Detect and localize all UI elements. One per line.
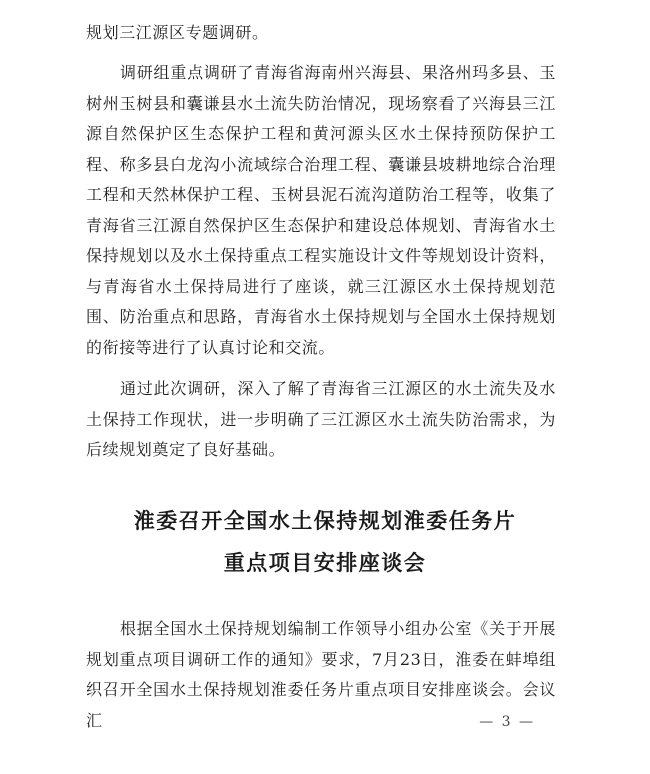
paragraph-survey-conclusion: 通过此次调研，深入了解了青海省三江源区的水土流失及水土保持工作现状，进一步明确了三江源区水土流失防治需求，为后续规划奠定了良好基础。 — [86, 379, 556, 459]
article-heading-line-1: 淮委召开全国水土保持规划淮委任务片 — [133, 509, 517, 533]
paragraph-meeting-intro: 根据全国水土保持规划编制工作领导小组办公室《关于开展规划重点项目调研工作的通知》要求，7月23日，淮委在蚌埠组织召开全国水土保持规划淮委任务片重点项目安排座谈会。会议汇 — [86, 619, 556, 730]
paragraph-survey-details: 调研组重点调研了青海省海南州兴海县、果洛州玛多县、玉树州玉树县和囊谦县水土流失防治情况，现场察看了兴海县三江源自然保护区生态保护工程和黄河源头区水土保持预防保护工程、称多县白龙沟小流域综合治理工程、囊谦县坡耕地综合治理工程和天然林保护工程、玉树县泥石流沟道防治工程等，收集了青海省三江源自然保护区生态保护和建设总体规划、青海省水土保持规划以及水土保持重点工程实施设计文件等规划设计资料，与青海省水土保持局进行了座谈，就三江源区水土保持规划范围、防治重点和思路，青海省水土保持规划与全国水土保持规划的衔接等进行了认真讨论和交流。 — [86, 63, 556, 357]
article-heading-line-2: 重点项目安排座谈会 — [223, 551, 427, 575]
paragraph-continuation: 规划三江源区专题调研。 — [86, 23, 269, 42]
page-number: — 3 — — [479, 714, 535, 730]
